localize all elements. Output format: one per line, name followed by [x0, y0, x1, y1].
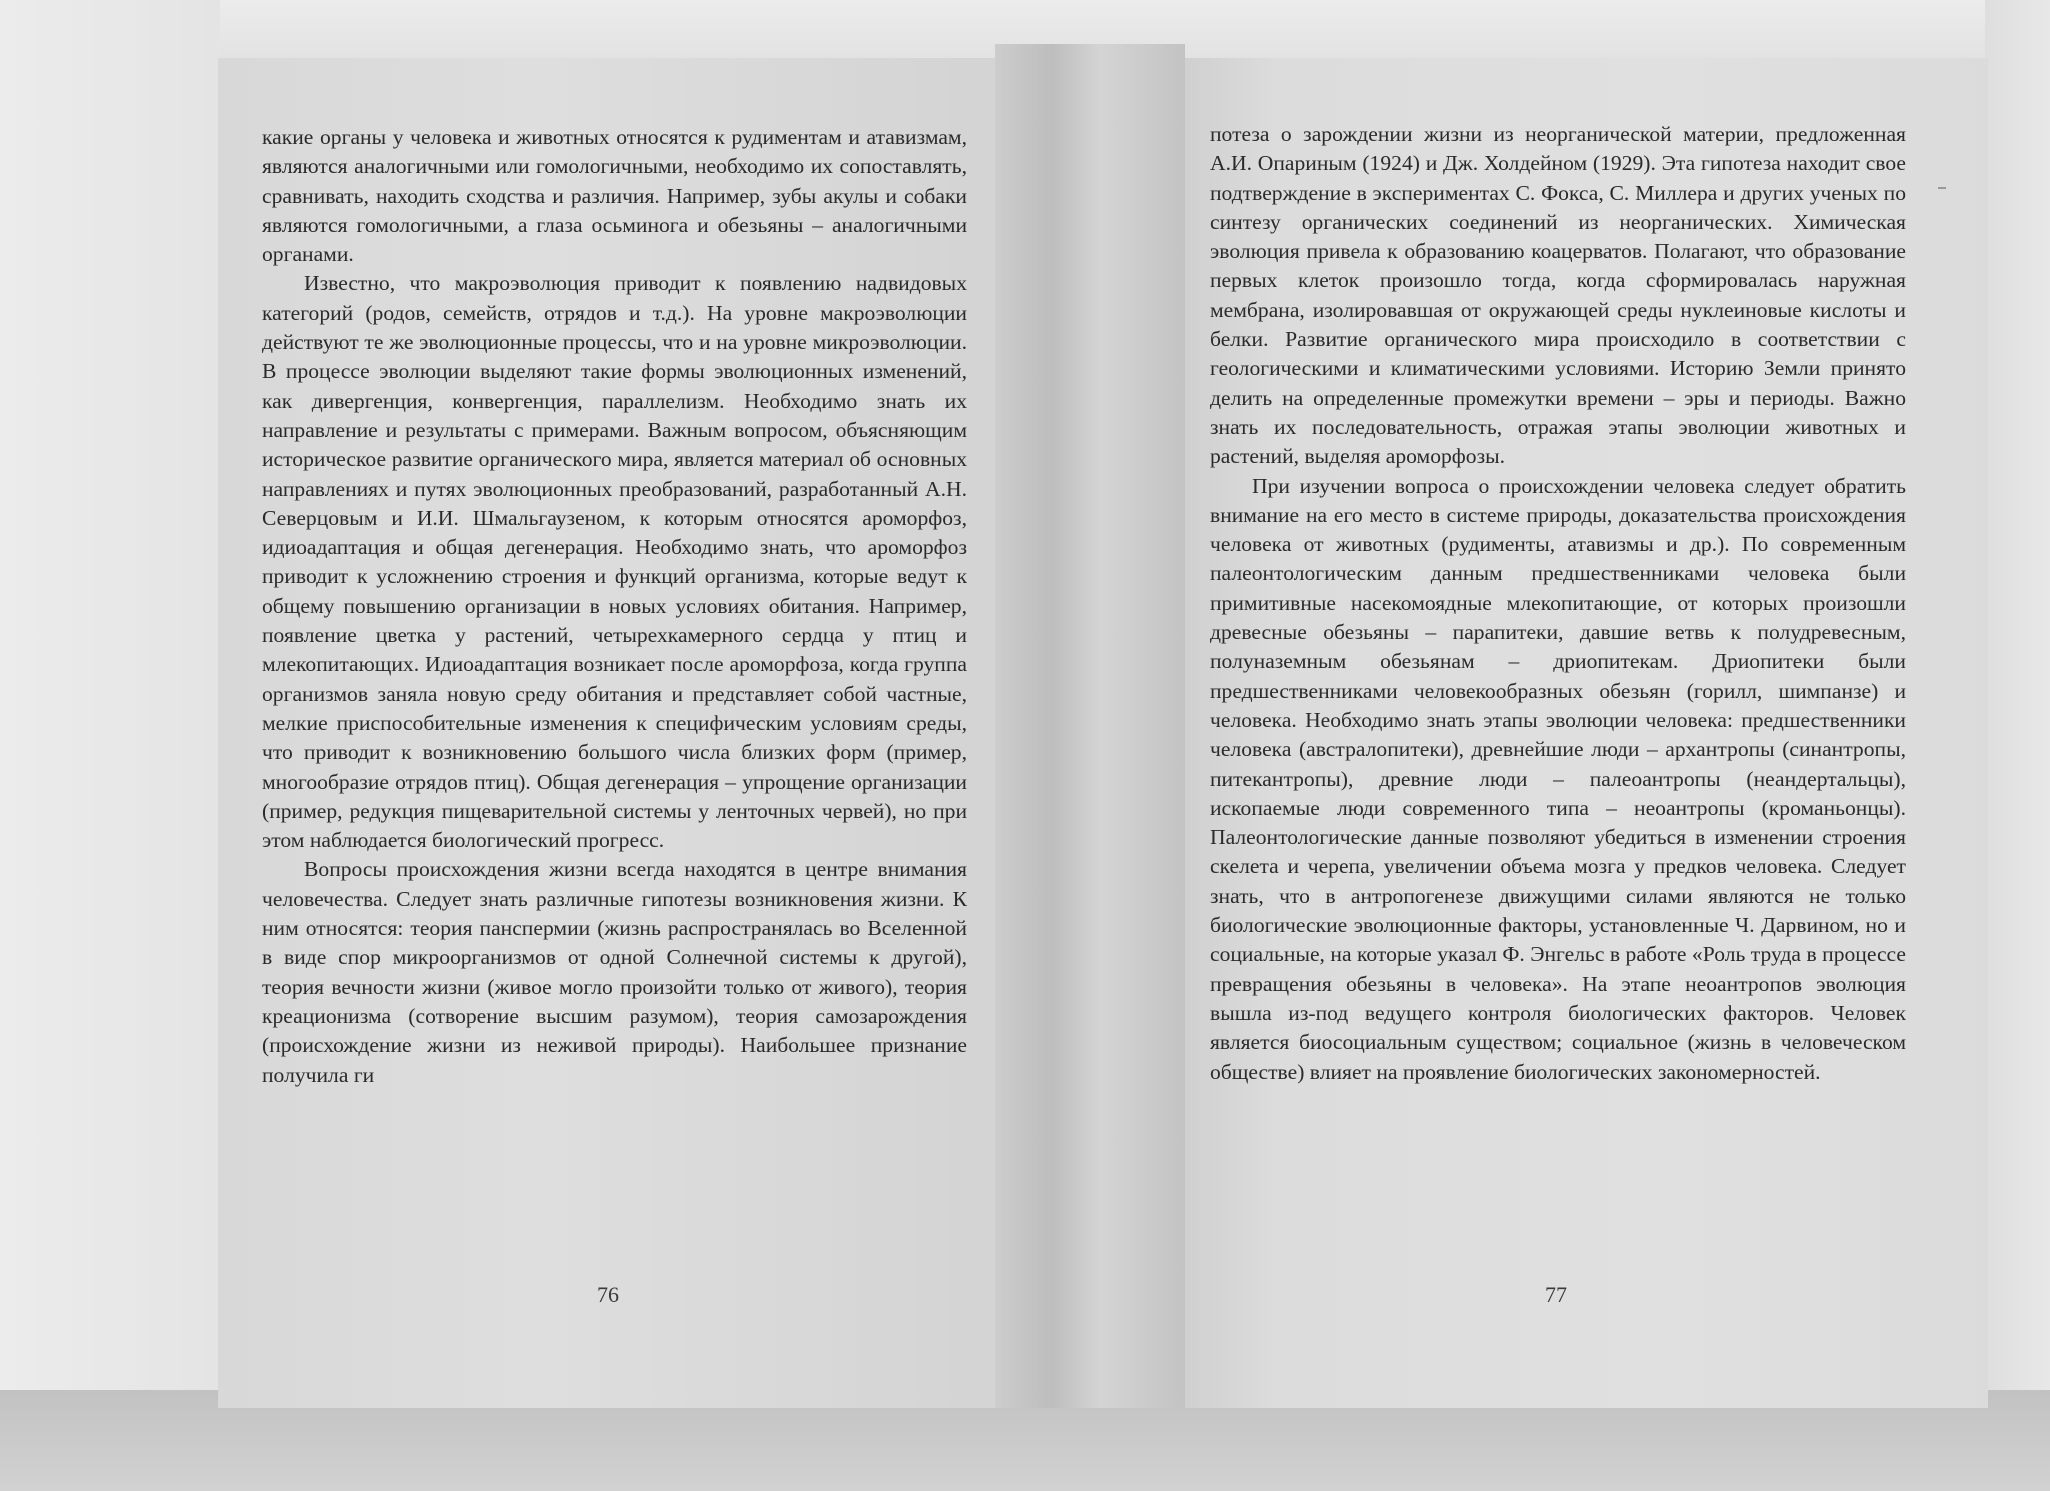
left-paragraph-1: какие органы у человека и животных относятся к рудиментам и атавизмам, являются аналогичными или гомологичными, необходимо их сопоставлять, сравнивать, находить сходства и различия. Например, зубы акулы и собаки являются гомологичными, а глаза осьминога и обезьяны – аналогичными органами.: [262, 125, 967, 267]
scan-background-left: [0, 0, 220, 1491]
book-spine-gutter: [995, 44, 1185, 1408]
right-paragraph-2: При изучении вопроса о происхождении человека следует обратить внимание на его место в системе природы, доказательства происхождения человека от животных (рудименты, атавизмы и др.). По современным палеонтологическим данным предшественниками человека были примитивные насекомоядные млекопитающие, от которых произошли древесные обезьяны – парапитеки, давшие ветвь к полудревесным, полуназемным обезьянам – дриопитекам. Дриопитеки были предшественниками человекообразных обезьян (горилл, шимпанзе) и человека. Необходимо знать этапы эволюции человека: предшественники человека (австралопитеки), древнейшие люди – архантропы (синантропы, питекантропы), древние люди – палеоантропы (неандертальцы), ископаемые люди современного типа – неоантропы (кроманьонцы). Палеонтологические данные позволяют убедиться в изменении строения скелета и черепа, увеличении объема мозга у предков человека. Следует знать, что в антропогенезе движущими силами являются не только биологические эволюционные факторы, установленные Ч. Дарвином, но и социальные, на которые указал Ф. Энгельс в работе «Роль труда в процессе превращения обезьяны в человека». На этапе неоантропов эволюция вышла из-под ведущего контроля биологических факторов. Человек является биосоциальным существом; социальное (жизнь в человеческом обществе) влияет на проявление биологических закономерностей.: [1210, 473, 1906, 1084]
left-page-text: [262, 123, 967, 1090]
scan-speck: [1938, 187, 1946, 189]
scan-background-right: [1985, 0, 2050, 1491]
right-page-number: 77: [1545, 1282, 1567, 1307]
right-page-text: [1210, 120, 1906, 1087]
left-paragraph-3: Вопросы происхождения жизни всегда находятся в центре внимания человечества. Следует знать различные гипотезы возникновения жизни. К ним относятся: теория панспермии (жизнь распространялась во Вселенной в виде спор микроорганизмов от одной Солнечной системы к другой), теория вечности жизни (живое могло произойти только от живого), теория креационизма (сотворение высшим разумом), теория самозарождения (происхождение жизни из неживой природы). Наибольшее признание получила ги: [262, 857, 967, 1087]
left-page-number: 76: [597, 1282, 619, 1307]
right-paragraph-1: потеза о зарождении жизни из неорганической материи, предложенная А.И. Опариным (1924) и Дж. Холдейном (1929). Эта гипотеза находит свое подтверждение в экспериментах С. Фокса, С. Миллера и других ученых по синтезу органических соединений из неорганических. Химическая эволюция привела к образованию коацерватов. Полагают, что образование первых клеток произошло тогда, когда сформировалась наружная мембрана, изолировавшая от окружающей среды нуклеиновые кислоты и белки. Развитие органического мира происходило в соответствии с геологическими и климатическими условиями. Историю Земли принято делить на определенные промежутки времени – эры и периоды. Важно знать их последовательность, отражая этапы эволюции животных и растений, выделяя ароморфозы.: [1210, 122, 1906, 469]
left-paragraph-2: Известно, что макроэволюция приводит к появлению надвидовых категорий (родов, семейств, отрядов и т.д.). На уровне макроэволюции действуют те же эволюционные процессы, что и на уровне микроэволюции. В процессе эволюции выделяют такие формы эволюционных изменений, как дивергенция, конвергенция, параллелизм. Необходимо знать их направление и результаты с примерами. Важным вопросом, объясняющим историческое развитие органического мира, является материал об основных направлениях и путях эволюционных преобразований, разработанный А.Н. Северцовым и И.И. Шмальгаузеном, к которым относятся ароморфоз, идиоадаптация и общая дегенерация. Необходимо знать, что ароморфоз приводит к усложнению строения и функций организма, которые ведут к общему повышению организации в новых условиях обитания. Например, появление цветка у растений, четырехкамерного сердца у птиц и млекопитающих. Идиоадаптация возникает после ароморфоза, когда группа организмов заняла новую среду обитания и представляет собой частные, мелкие приспособительные изменения к специфическим условиям среды, что приводит к возникновению большого числа близких форм (пример, многообразие отрядов птиц). Общая дегенерация – упрощение организации (пример, редукция пищеварительной системы у ленточных червей), но при этом наблюдается биологический прогресс.: [262, 271, 967, 853]
